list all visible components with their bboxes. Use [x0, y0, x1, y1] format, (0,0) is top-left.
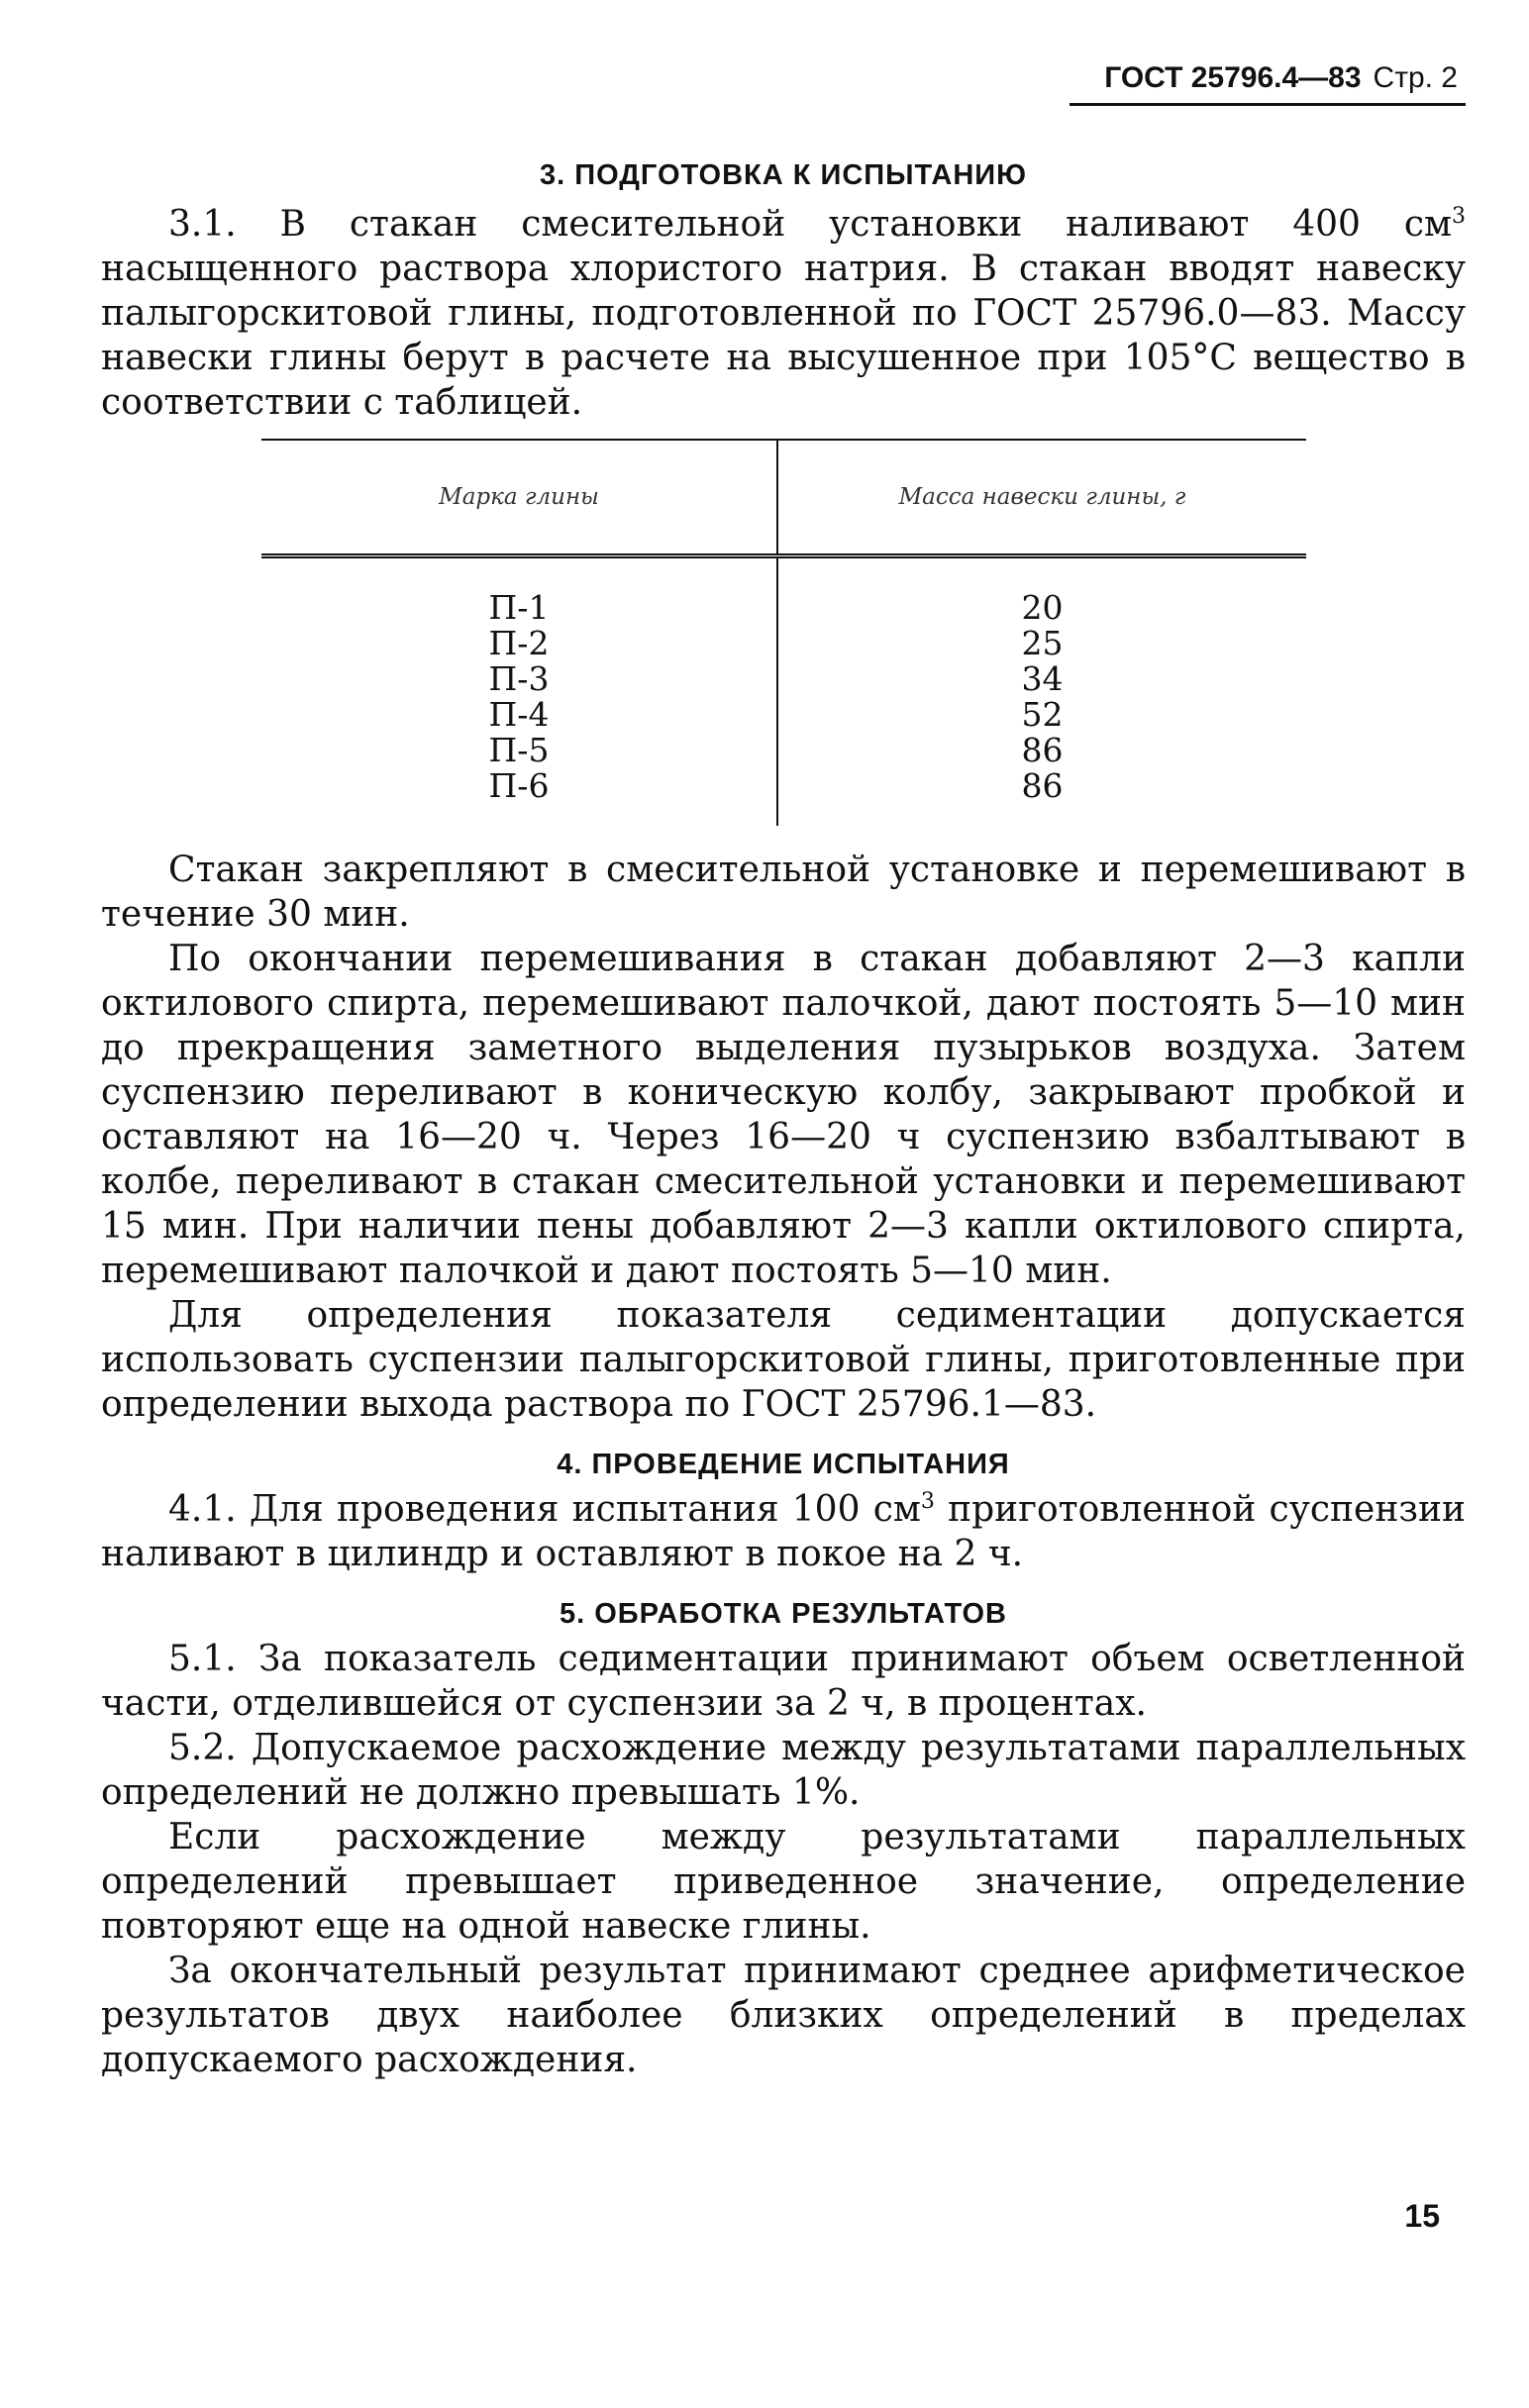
clay-mass-table [261, 439, 1306, 826]
paragraph-repeat: Если расхождение между результатами параллельных определений превышает приведенное значение, определение повторяют еще на одной навеске глины. [101, 1817, 1466, 1947]
page-number: 15 [1404, 2198, 1440, 2234]
section-5-heading: 5. ОБРАБОТКА РЕЗУЛЬТАТОВ [559, 1598, 1008, 1630]
section-3-heading: 3. ПОДГОТОВКА К ИСПЫТАНИЮ [539, 159, 1028, 191]
mass-cell: 20 25 34 52 86 86 [1021, 588, 1064, 805]
table-row [261, 556, 1306, 827]
column-header-grade: Марка глины [261, 440, 777, 556]
column-header-mass: Масса навески глины, г [777, 440, 1306, 556]
page-label: Стр. 2 [1373, 61, 1458, 94]
paragraph-3-1: 3.1. В стакан смесительной установки наливают 400 $см^3$ насыщенного раствора хлористого натрия. В стакан вводят навеску палыгорскитовой глины, подготовленной по ГОСТ 25796.0—83. Массу навески глины берут в расчете на высушенное при 105°С вещество в соответствии с таблицей. [101, 204, 1466, 423]
paragraph-5-2: 5.2. Допускаемое расхождение между результатами параллельных определений не должно превышать 1%. [101, 1728, 1466, 1813]
paragraph-octyl-alcohol: По окончании перемешивания в стакан добавляют 2—3 капли октилового спирта, перемешивают палочкой, дают постоять 5—10 мин до прекращения заметного выделения пузырьков воздуха. Затем суспензию переливают в коническую колбу, закрывают пробкой и оставляют на 16—20 ч. Через 16—20 ч суспензию взбалтывают в колбе, переливают в стакан смесительной установки и перемешивают 15 мин. При наличии пены добавляют 2—3 капли октилового спирта, перемешивают палочкой и дают постоять 5—10 мин. [101, 939, 1466, 1291]
page-header [101, 61, 1466, 95]
standard-code: ГОСТ 25796.4—83 [1104, 61, 1362, 94]
paragraph-5-1: 5.1. За показатель седиментации принимают объем осветленной части, отделившейся от суспензии за 2 ч, в процентах. [101, 1639, 1466, 1724]
header-rule [1070, 103, 1466, 106]
paragraph-suspension-use: Для определения показателя седиментации допускается использовать суспензии палыгорскитовой глины, приготовленные при определении выхода раствора по ГОСТ 25796.1—83. [101, 1295, 1466, 1425]
paragraph-final-result: За окончательный результат принимают среднее арифметическое результатов двух наиболее близких определений в пределах допускаемого расхождения. [101, 1951, 1466, 2080]
document-page [101, 61, 1466, 2082]
section-4-heading: 4. ПРОВЕДЕНИЕ ИСПЫТАНИЯ [557, 1449, 1010, 1480]
grade-cell: П-1 П-2 П-3 П-4 П-5 П-6 [261, 556, 777, 827]
paragraph-4-1: 4.1. Для проведения испытания 100 $см^3$ приготовленной суспензии наливают в цилиндр и оставляют в покое на 2 ч. [101, 1489, 1466, 1574]
paragraph-fixing: Стакан закрепляют в смесительной установке и перемешивают в течение 30 мин. [101, 850, 1466, 935]
